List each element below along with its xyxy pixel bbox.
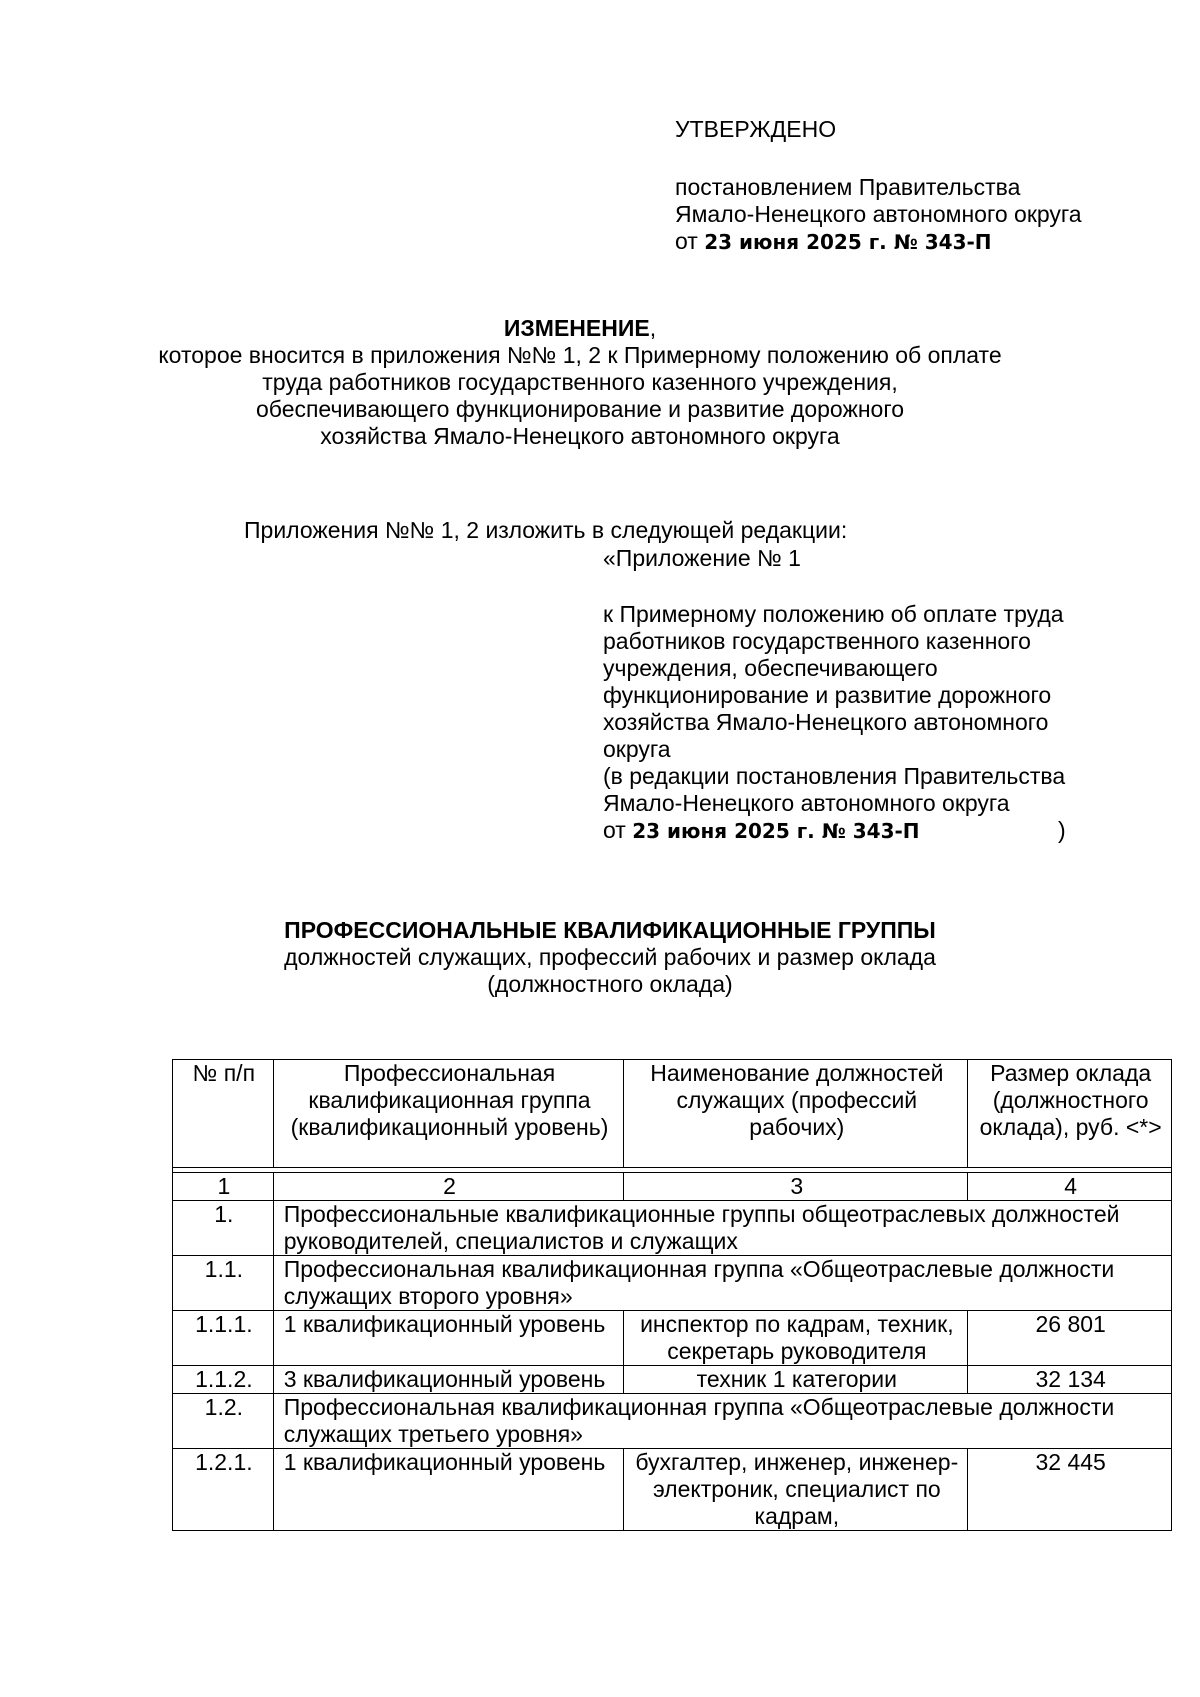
change-line: труда работников государственного казенного учреждения, (262, 369, 898, 395)
appendix-line: учреждения, обеспечивающего (603, 655, 938, 681)
table-row (173, 1366, 1172, 1394)
salary: 26 801 (968, 1311, 1172, 1366)
change-line: которое вносится в приложения №№ 1, 2 к Примерному положению об оплате (158, 342, 1002, 368)
qualification-level: 1 квалификационный уровень (273, 1449, 624, 1531)
appendix-line: хозяйства Ямало-Ненецкого автономного (603, 709, 1049, 735)
approval-line-2: Ямало-Ненецкого автономного округа (675, 201, 1082, 227)
change-title-line (150, 315, 1010, 342)
appendix-title: «Приложение № 1 (603, 545, 801, 571)
approved-heading: УТВЕРЖДЕНО (675, 116, 837, 142)
row-number: 1.1.2. (173, 1366, 274, 1394)
salary: 32 134 (968, 1366, 1172, 1394)
row-number: 1. (173, 1201, 274, 1256)
approval-line-1: постановлением Правительства (675, 174, 1021, 200)
appendix-close-paren: ) (1058, 817, 1066, 843)
salary: 32 445 (968, 1449, 1172, 1531)
appendix-number: 23 июня 2025 г. № 343-П (632, 819, 920, 843)
column-number-row (173, 1173, 1172, 1201)
positions: бухгалтер, инженер, инженер-электроник, специалист по кадрам, (624, 1449, 968, 1531)
table-row (173, 1311, 1172, 1366)
positions: техник 1 категории (624, 1366, 968, 1394)
appendix-from: от (603, 817, 633, 843)
row-number: 1.1.1. (173, 1311, 274, 1366)
header-positions: Наименование должностей служащих (профессий рабочих) (624, 1060, 968, 1168)
appendix-line: округа (603, 736, 671, 762)
table-row (173, 1394, 1172, 1449)
pkg-heading (180, 917, 1040, 998)
header-no: № п/п (173, 1060, 274, 1168)
pkg-subtitle-2: (должностного оклада) (487, 971, 733, 997)
positions: инспектор по кадрам, техник, секретарь руководителя (624, 1311, 968, 1366)
approval-number: 23 июня 2025 г. № 343-П (704, 230, 992, 254)
appendix-block (603, 545, 1163, 845)
change-heading (150, 315, 1010, 450)
header-group: Профессиональная квалификационная группа (квалификационный уровень) (273, 1060, 624, 1168)
table-row (173, 1449, 1172, 1531)
intro-text: Приложения №№ 1, 2 изложить в следующей редакции: (244, 517, 848, 543)
table-row (173, 1256, 1172, 1311)
group-title: Профессиональная квалификационная группа «Общеотраслевые должности служащих третьего уровня» (273, 1394, 1171, 1449)
column-number: 4 (968, 1173, 1172, 1201)
qualification-level: 3 квалификационный уровень (273, 1366, 624, 1394)
group-title: Профессиональные квалификационные группы общеотраслевых должностей руководителей, специалистов и служащих (273, 1201, 1171, 1256)
appendix-line: к Примерному положению об оплате труда (603, 601, 1064, 627)
header-salary: Размер оклада (должностного оклада), руб. <*> (968, 1060, 1172, 1168)
table-header-row (173, 1060, 1172, 1168)
appendix-line: работников государственного казенного (603, 628, 1031, 654)
appendix-line: (в редакции постановления Правительства (603, 763, 1066, 789)
row-number: 1.2. (173, 1394, 274, 1449)
pkg-title: ПРОФЕССИОНАЛЬНЫЕ КВАЛИФИКАЦИОННЫЕ ГРУППЫ (284, 917, 936, 943)
change-title: ИЗМЕНЕНИЕ (503, 315, 650, 341)
pkg-subtitle-1: должностей служащих, профессий рабочих и размер оклада (284, 944, 936, 970)
qualification-level: 1 квалификационный уровень (273, 1311, 624, 1366)
column-number: 1 (173, 1173, 274, 1201)
appendix-date-line (603, 817, 1163, 845)
column-number: 3 (624, 1173, 968, 1201)
salary-table (172, 1059, 1172, 1531)
approval-date-line (675, 228, 1195, 256)
group-title: Профессиональная квалификационная группа «Общеотраслевые должности служащих второго уровня» (273, 1256, 1171, 1311)
row-number: 1.1. (173, 1256, 274, 1311)
change-title-comma: , (649, 315, 657, 341)
appendix-line: Ямало-Ненецкого автономного округа (603, 790, 1010, 816)
row-number: 1.2.1. (173, 1449, 274, 1531)
change-line: хозяйства Ямало-Ненецкого автономного округа (320, 423, 840, 449)
column-number: 2 (273, 1173, 624, 1201)
change-line: обеспечивающего функционирование и развитие дорожного (255, 396, 905, 422)
approval-block (675, 116, 1195, 256)
approval-from: от (675, 228, 705, 254)
table-row (173, 1201, 1172, 1256)
appendix-line: функционирование и развитие дорожного (603, 682, 1052, 708)
